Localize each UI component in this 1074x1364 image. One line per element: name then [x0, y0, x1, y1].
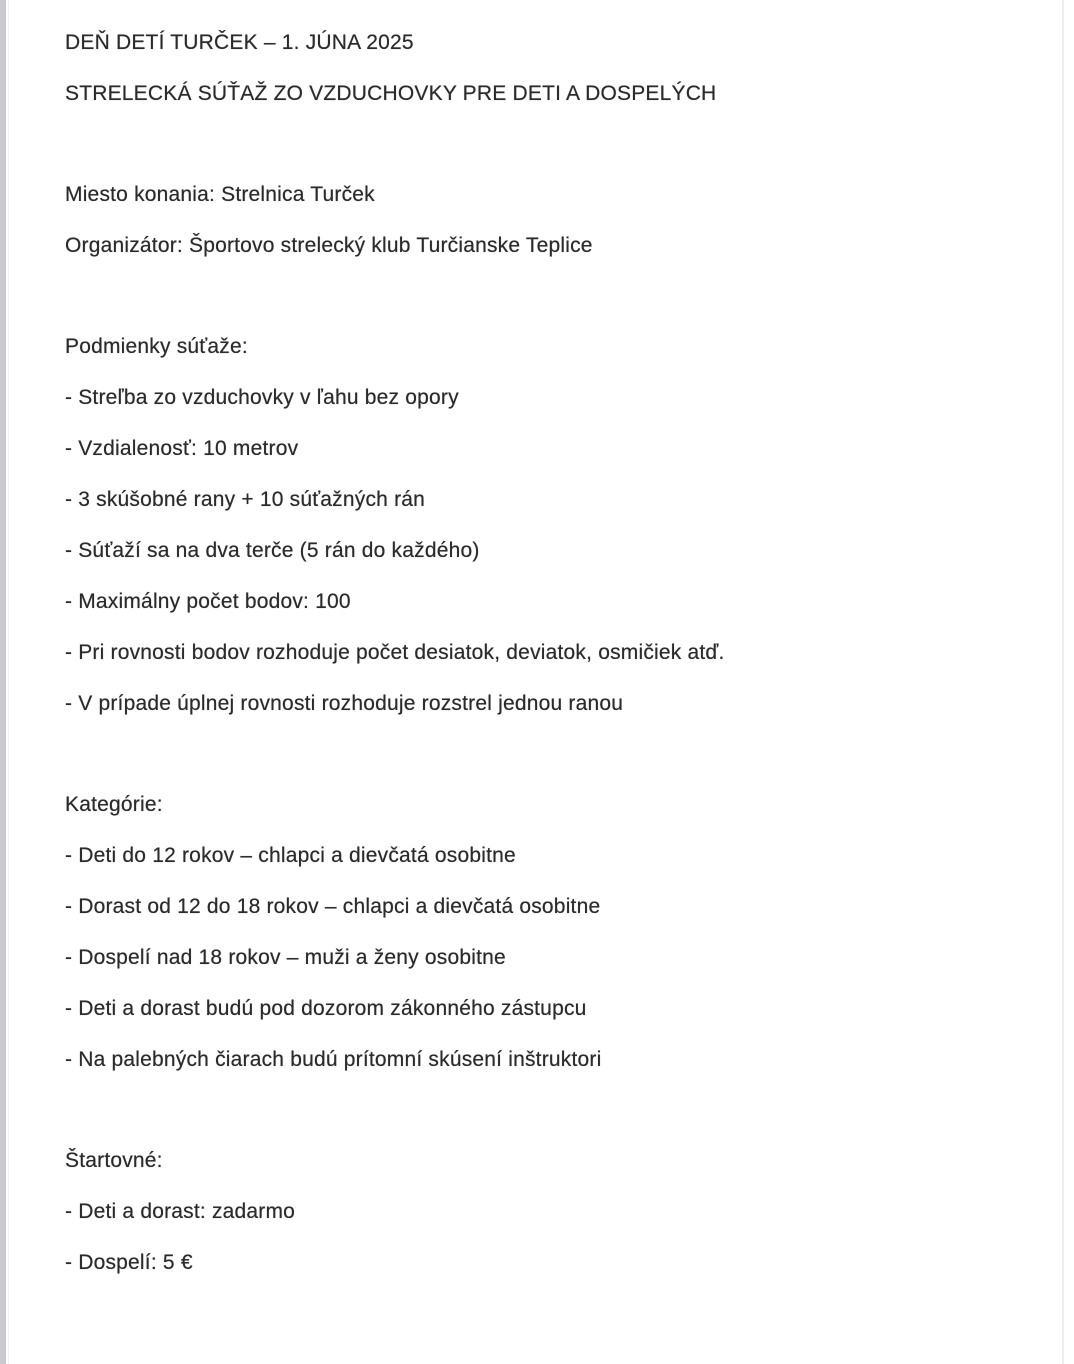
- list-item: - Maximálny počet bodov: 100: [65, 590, 351, 613]
- list-item: - 3 skúšobné rany + 10 súťažných rán: [65, 488, 426, 511]
- info-line-organizer: Organizátor: Športovo strelecký klub Turčianske Teplice: [65, 234, 593, 257]
- section-heading-entry-fee: Štartovné:: [65, 1149, 163, 1172]
- list-item: - Súťaží sa na dva terče (5 rán do každého): [65, 539, 480, 562]
- doc-subtitle: STRELECKÁ SÚŤAŽ ZO VZDUCHOVKY PRE DETI A DOSPELÝCH: [65, 82, 717, 105]
- list-item: - Deti do 12 rokov – chlapci a dievčatá osobitne: [65, 844, 516, 867]
- section-heading-categories: Kategórie:: [65, 793, 163, 816]
- list-item: - Dospelí: 5 €: [65, 1251, 193, 1274]
- list-item: - Deti a dorast budú pod dozorom zákonného zástupcu: [65, 997, 587, 1020]
- list-item: - V prípade úplnej rovnosti rozhoduje rozstrel jednou ranou: [65, 692, 624, 715]
- list-item: - Pri rovnosti bodov rozhoduje počet desiatok, deviatok, osmičiek atď.: [65, 641, 725, 664]
- doc-title: DEŇ DETÍ TURČEK – 1. JÚNA 2025: [65, 31, 414, 54]
- list-item: - Vzdialenosť: 10 metrov: [65, 437, 299, 460]
- section-heading-conditions: Podmienky súťaže:: [65, 335, 248, 358]
- list-item: - Na palebných čiarach budú prítomní skúsení inštruktori: [65, 1048, 602, 1071]
- list-item: - Dorast od 12 do 18 rokov – chlapci a dievčatá osobitne: [65, 895, 601, 918]
- list-item: - Streľba zo vzduchovky v ľahu bez opory: [65, 386, 459, 409]
- info-line-venue: Miesto konania: Strelnica Turček: [65, 183, 375, 206]
- list-item: - Dospelí nad 18 rokov – muži a ženy osobitne: [65, 946, 506, 969]
- list-item: - Deti a dorast: zadarmo: [65, 1200, 296, 1223]
